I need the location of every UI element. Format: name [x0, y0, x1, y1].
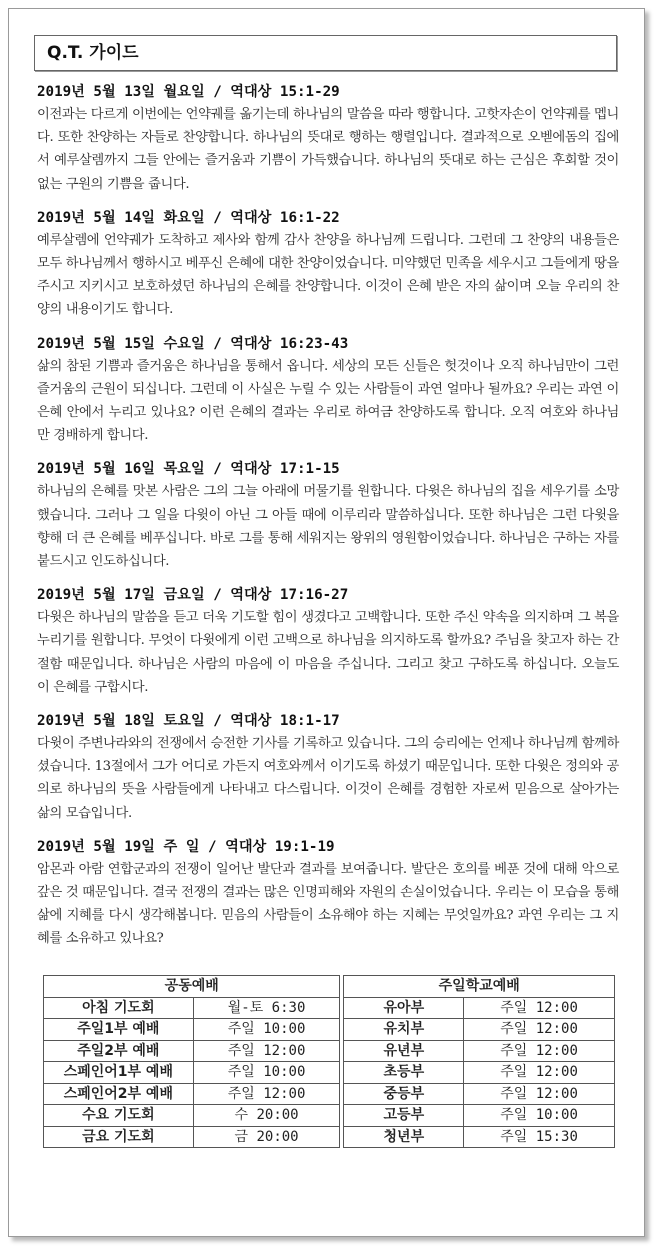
sunday-school-header: 주일학교예배 — [344, 976, 615, 998]
entry-heading: 2019년 5월 17일 금요일 / 역대상 17:16-27 — [37, 587, 349, 604]
department-name: 유아부 — [344, 997, 464, 1019]
entry-heading: 2019년 5월 19일 주 일 / 역대상 19:1-19 — [37, 838, 335, 855]
service-time: 수 20:00 — [193, 1105, 340, 1127]
entry-heading: 2019년 5월 18일 토요일 / 역대상 18:1-17 — [37, 713, 340, 730]
qt-entry — [37, 333, 619, 448]
bulletin-page — [8, 8, 645, 1237]
service-name: 스페인어2부 예배 — [44, 1083, 194, 1105]
service-time: 주일 10:00 — [193, 1019, 340, 1041]
department-time: 주일 12:00 — [464, 997, 615, 1019]
entry-heading: 2019년 5월 13일 월요일 / 역대상 15:1-29 — [37, 84, 340, 100]
qt-entry — [37, 458, 619, 573]
schedule-row — [44, 1062, 615, 1084]
department-name: 고등부 — [344, 1105, 464, 1127]
qt-guide-title: Q.T. 가이드 — [34, 35, 617, 71]
entry-body: 삶의 참된 기쁨과 즐거움은 하나님을 통해서 옵니다. 세상의 모든 신들은 헛것이나 오직 하나님만이 그런 즐거움의 근원이 되십니다. 그런데 이 사실은 누릴 수 있는 사람들이 과연 얼마나 될까요? 우리는 과연 이 은혜 안에서 누리고 있나요? 이런 은혜의 결과는 우리로 하여금 찬양하도록 합니다. 오직 여호와 하나님만 경배하게 합니다. — [37, 358, 619, 444]
qt-entry — [37, 836, 619, 951]
service-name: 수요 기도회 — [44, 1105, 194, 1127]
schedule-row — [44, 1019, 615, 1041]
schedule-row — [44, 1105, 615, 1127]
entry-heading: 2019년 5월 14일 화요일 / 역대상 16:1-22 — [37, 209, 340, 226]
department-name: 유치부 — [344, 1019, 464, 1041]
service-time: 금 20:00 — [193, 1126, 340, 1148]
department-time: 주일 12:00 — [464, 1062, 615, 1084]
qt-entry — [37, 710, 619, 825]
department-time: 주일 15:30 — [464, 1126, 615, 1148]
service-name: 아침 기도회 — [44, 997, 194, 1019]
service-time: 월-토 6:30 — [193, 997, 340, 1019]
service-name: 금요 기도회 — [44, 1126, 194, 1148]
entry-heading: 2019년 5월 16일 목요일 / 역대상 17:1-15 — [37, 461, 340, 478]
department-time: 주일 12:00 — [464, 1019, 615, 1041]
entry-body: 이전과는 다르게 이번에는 언약궤를 옮기는데 하나님의 말씀을 따라 행합니다. 고핫자손이 언약궤를 멥니다. 또한 찬양하는 자들로 찬양합니다. 하나님의 뜻대로 행하는 행렬입니다. 결과적으로 오벧에돔의 집에서 예루살렘까지 그들 안에는 즐거움과 기쁨이 가득했습니다. 하나님의 뜻대로 하는 근심은 후회할 것이 없는 구원의 기쁨을 줍니다. — [37, 107, 619, 192]
department-time: 주일 10:00 — [464, 1105, 615, 1127]
entry-body: 암몬과 아람 연합군과의 전쟁이 일어난 발단과 결과를 보여줍니다. 발단은 호의를 베푼 것에 대해 악으로 갚은 것 때문입니다. 결국 전쟁의 결과는 많은 인명피해와 자원의 손실이었습니다. 우리는 이 모습을 통해 삶에 지혜를 다시 생각해봅니다. 믿음의 사람들이 소유해야 하는 지혜는 무엇일까요? 과연 우리는 그 지혜를 소유하고 있나요? — [37, 861, 619, 947]
department-name: 청년부 — [344, 1126, 464, 1148]
schedule-row — [44, 1040, 615, 1062]
service-time: 주일 12:00 — [193, 1083, 340, 1105]
schedule-row — [44, 997, 615, 1019]
common-worship-header: 공동예배 — [44, 976, 340, 998]
service-time: 주일 10:00 — [193, 1062, 340, 1084]
schedule-row — [44, 1126, 615, 1148]
entry-body: 다윗은 하나님의 말씀을 듣고 더욱 기도할 힘이 생겼다고 고백합니다. 또한 주신 약속을 의지하며 그 복을 누리기를 원합니다. 무엇이 다윗에게 이런 고백으로 하나님을 의지하도록 할까요? 주님을 찾고자 하는 간절함 때문입니다. 하나님은 사람의 마음에 이 마음을 주십니다. 그리고 찾고 구하도록 하십니다. 오늘도 이 은혜를 구합시다. — [37, 610, 619, 695]
schedule-header-row — [44, 976, 615, 998]
entry-heading: 2019년 5월 15일 수요일 / 역대상 16:23-43 — [37, 335, 349, 352]
department-name: 중등부 — [344, 1083, 464, 1105]
department-time: 주일 12:00 — [464, 1040, 615, 1062]
service-name: 주일1부 예배 — [44, 1019, 194, 1041]
qt-entries — [37, 81, 619, 962]
service-time: 주일 12:00 — [193, 1040, 340, 1062]
service-name: 스페인어1부 예배 — [44, 1062, 194, 1084]
qt-entry — [37, 207, 619, 322]
entry-body: 하나님의 은혜를 맛본 사람은 그의 그늘 아래에 머물기를 원합니다. 다윗은 하나님의 집을 세우기를 소망했습니다. 그러나 그 일을 다윗이 아닌 그 아들 때에 이루리라 말씀하십니다. 또한 하나님은 그런 다윗을 향해 더 큰 은혜를 베푸십니다. 바로 그를 통해 세워지는 왕위의 영원함이었습니다. 하나님은 구하는 자를 붙드시고 인도하십니다. — [37, 484, 619, 570]
department-name: 유년부 — [344, 1040, 464, 1062]
schedule-row — [44, 1083, 615, 1105]
qt-entry — [37, 584, 619, 699]
department-name: 초등부 — [344, 1062, 464, 1084]
worship-schedule-table — [43, 975, 615, 1148]
entry-body: 다윗이 주변나라와의 전쟁에서 승전한 기사를 기록하고 있습니다. 그의 승리에는 언제나 하나님께 함께하셨습니다. 13절에서 그가 어디로 가든지 여호와께서 이기도록 하셨기 때문입니다. 또한 다윗은 정의와 공의로 하나님의 뜻을 사람들에게 나타내고 다스립니다. 이것이 은혜를 경험한 자로써 믿음으로 살아가는 삶의 모습입니다. — [37, 736, 619, 821]
service-name: 주일2부 예배 — [44, 1040, 194, 1062]
qt-entry — [37, 81, 619, 196]
department-time: 주일 12:00 — [464, 1083, 615, 1105]
entry-body: 예루살렘에 언약궤가 도착하고 제사와 함께 감사 찬양을 하나님께 드립니다. 그런데 그 찬양의 내용들은 모두 하나님께서 행하시고 베푸신 은혜에 대한 찬양이었습니다. 미약했던 민족을 세우시고 그들에게 땅을 주시고 지키시고 보호하셨던 하나님의 은혜를 찬양합니다. 이것이 은혜 받은 자의 삶이며 오늘 우리의 찬양의 내용이기도 합니다. — [37, 232, 619, 318]
